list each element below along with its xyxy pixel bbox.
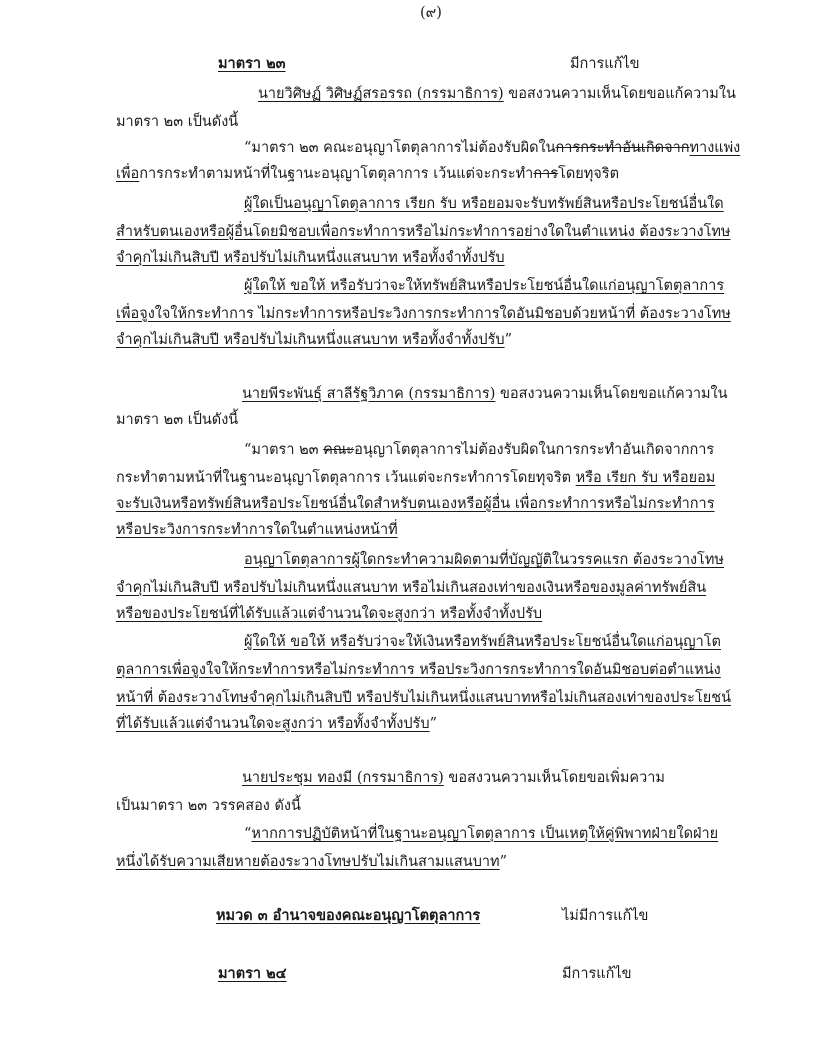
quoted-line — [116, 330, 512, 350]
commissioner-name: นายประชุม ทองมี (กรรมาธิการ) — [242, 770, 444, 786]
section-heading: มาตรา ๒๓ — [218, 55, 286, 72]
quoted-text: “มาตรา ๒๓ คณะอนุญาโตตุลาการไม่ต้องรับผิดใน — [244, 140, 556, 156]
struck-text: การกระทำอันเกิดจาก — [555, 140, 690, 156]
closing-quote: ” — [499, 854, 508, 870]
quoted-line — [116, 714, 437, 734]
inserted-line: จำคุกไม่เกินสิบปี หรือปรับไม่เกินหนึ่งแสนบาท หรือไม่เกินสองเท่าของเงินหรือของมูลค่าทรัพย์สิน — [116, 580, 707, 596]
quoted-text: โดยทุจริต — [558, 166, 620, 182]
inserted-text: หากการปฏิบัติหน้าที่ในฐานะอนุญาโตตุลาการ เป็นเหตุให้คู่พิพาทฝ่ายใดฝ่าย — [251, 826, 719, 842]
inserted-text: หนึ่งได้รับความเสียหายต้องระวางโทษปรับไม่เกินสามแสนบาท — [116, 854, 500, 870]
opening-quote: “ — [244, 826, 252, 842]
commissioner-name: นายพีระพันธุ์ สาลีรัฐวิภาค (กรรมาธิการ) — [242, 386, 496, 402]
commissioner-name: นายวิศิษฏ์ วิศิษฏ์สรอรรถ (กรรมาธิการ) — [258, 86, 504, 102]
inserted-line: ผู้ใดเป็นอนุญาโตตุลาการ เรียก รับ หรือยอมจะรับทรัพย์สินหรือประโยชน์อื่นใด — [244, 196, 724, 212]
quoted-line — [244, 138, 740, 158]
quoted-text: การกระทำตามหน้าที่ในฐานะอนุญาโตตุลาการ เว้นแต่จะกระทำ — [139, 166, 534, 182]
intro-text: ขอสงวนความเห็นโดยขอแก้ความใน — [495, 386, 728, 402]
quoted-line — [116, 468, 715, 488]
amendment-intro — [242, 768, 665, 788]
inserted-line: หน้าที่ ต้องระวางโทษจำคุกไม่เกินสิบปี หรือปรับไม่เกินหนึ่งแสนบาทหรือไม่เกินสองเท่าของประโยชน์ — [116, 690, 731, 706]
section-status: มีการแก้ไข — [562, 966, 632, 982]
inserted-line: หรือของประโยชน์ที่ได้รับแล้วแต่จำนวนใดจะสูงกว่า หรือทั้งจำทั้งปรับ — [116, 606, 543, 622]
intro-line: เป็นมาตรา ๒๓ วรรคสอง ดังนี้ — [116, 798, 301, 814]
inserted-text: จำคุกไม่เกินสิบปี หรือปรับไม่เกินหนึ่งแสนบาท หรือทั้งจำทั้งปรับ — [116, 332, 505, 348]
struck-text: คณะ — [323, 442, 355, 458]
inserted-line: จะรับเงินหรือทรัพย์สินหรือประโยชน์อื่นใดสำหรับตนเองหรือผู้อื่น เพื่อกระทำการหรือไม่กระทำการ — [116, 496, 715, 512]
quoted-line — [116, 852, 507, 872]
quoted-text: อนุญาโตตุลาการไม่ต้องรับผิดในการกระทำอันเกิดจากการ — [354, 442, 715, 458]
inserted-line: ผู้ใดให้ ขอให้ หรือรับว่าจะให้เงินหรือทรัพย์สินหรือประโยชน์อื่นใดแก่อนุญาโต — [244, 634, 721, 650]
amendment-intro — [258, 84, 736, 104]
inserted-text: ที่ได้รับแล้วแต่จำนวนใดจะสูงกว่า หรือทั้งจำทั้งปรับ — [116, 716, 430, 732]
inserted-line: ตุลาการเพื่อจูงใจให้กระทำการหรือไม่กระทำการ หรือประวิงการกระทำการใดอันมิชอบต่อตำแหน่ง — [116, 662, 721, 678]
chapter-status: ไม่มีการแก้ไข — [562, 908, 649, 924]
inserted-text: ทางแพ่ง — [689, 140, 741, 156]
section-status: มีการแก้ไข — [570, 56, 640, 72]
closing-quote: ” — [429, 716, 437, 732]
inserted-line: สำหรับตนเองหรือผู้อื่นโดยมิชอบเพื่อกระทำการหรือไม่กระทำการอย่างใดในตำแหน่ง ต้องระวางโทษ — [116, 224, 731, 240]
closing-quote: ” — [504, 332, 512, 348]
inserted-line: จำคุกไม่เกินสิบปี หรือปรับไม่เกินหนึ่งแสนบาท หรือทั้งจำทั้งปรับ — [116, 250, 505, 266]
section-heading: มาตรา ๒๔ — [218, 965, 287, 982]
inserted-line: ผู้ใดให้ ขอให้ หรือรับว่าจะให้ทรัพย์สินหรือประโยชน์อื่นใดแก่อนุญาโตตุลาการ — [244, 278, 725, 294]
struck-text: การ — [533, 166, 559, 182]
quoted-text: กระทำตามหน้าที่ในฐานะอนุญาโตตุลาการ เว้นแต่จะกระทำการโดยทุจริต — [116, 470, 576, 486]
intro-text: ขอสงวนความเห็นโดยขอเพิ่มความ — [443, 770, 665, 786]
quoted-text: “มาตรา ๒๓ — [244, 442, 324, 458]
inserted-text: เพื่อ — [116, 166, 140, 182]
quoted-line — [116, 164, 619, 184]
inserted-text: หรือ เรียก รับ หรือยอม — [575, 470, 716, 486]
intro-line: มาตรา ๒๓ เป็นดังนี้ — [116, 412, 239, 428]
amendment-intro — [242, 384, 728, 404]
intro-text: ขอสงวนความเห็นโดยขอแก้ความใน — [503, 86, 736, 102]
chapter-heading: หมวด ๓ อำนาจของคณะอนุญาโตตุลาการ — [216, 907, 481, 924]
quoted-line — [244, 440, 714, 460]
page-number: (๙) — [420, 5, 442, 21]
intro-line: มาตรา ๒๓ เป็นดังนี้ — [116, 114, 239, 130]
inserted-line: อนุญาโตตุลาการผู้ใดกระทำความผิดตามที่บัญญัติในวรรคแรก ต้องระวางโทษ — [244, 552, 724, 568]
quoted-line — [244, 824, 718, 844]
inserted-line: เพื่อจูงใจให้กระทำการ ไม่กระทำการหรือประวิงการกระทำการใดอันมิชอบด้วยหน้าที่ ต้องระวางโทษ — [116, 306, 731, 322]
inserted-line: หรือประวิงการกระทำการใดในตำแหน่งหน้าที่ — [116, 522, 398, 538]
